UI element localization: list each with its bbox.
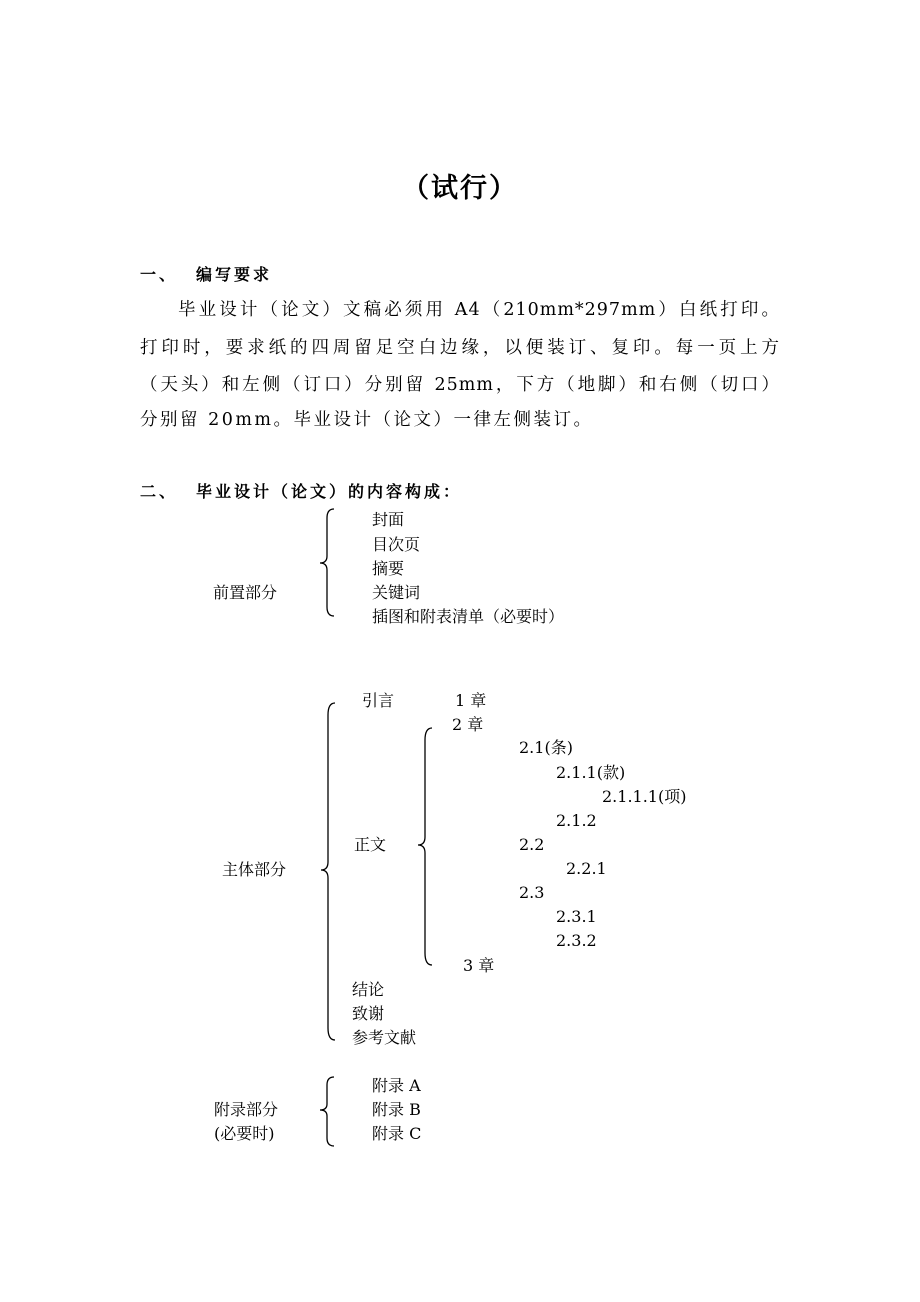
section-item: 2.2.1 <box>566 859 607 878</box>
section1-heading: 编写要求 <box>196 265 273 284</box>
section-item: 2.2 <box>519 835 545 854</box>
paragraph-line: 毕业设计（论文）文稿必须用 A4（210mm*297mm）白纸打印。 <box>178 300 780 320</box>
appendix-brace <box>320 1077 334 1146</box>
section2-heading: 毕业设计（论文）的内容构成： <box>196 482 463 501</box>
thanks-item: 致谢 <box>352 1004 385 1023</box>
front-label: 前置部分 <box>213 583 278 602</box>
chapter-3: 3 章 <box>463 956 495 975</box>
front-item: 关键词 <box>372 583 421 602</box>
main-brace <box>321 703 335 1040</box>
chapter-2: 2 章 <box>452 715 484 734</box>
section-item: 2.3.2 <box>556 931 597 950</box>
body-label: 正文 <box>354 835 387 854</box>
front-item: 插图和附表清单（必要时） <box>372 607 565 626</box>
body-brace <box>418 728 432 965</box>
paragraph-line: （天头）和左侧（订口）分别留 25mm，下方（地脚）和右侧（切口） <box>140 375 780 395</box>
front-item: 摘要 <box>372 559 405 578</box>
chapter-1: 1 章 <box>455 691 487 710</box>
appendix-item: 附录 B <box>372 1100 421 1119</box>
section-item: 2.1.2 <box>556 811 597 830</box>
section-item: 2.3.1 <box>556 907 597 926</box>
appendix-note: (必要时) <box>214 1124 275 1143</box>
paragraph-line: 打印时，要求纸的四周留足空白边缘，以便装订、复印。每一页上方 <box>140 338 780 358</box>
paragraph-line: 分别留 20mm。毕业设计（论文）一律左侧装订。 <box>140 410 594 430</box>
intro-item: 引言 <box>362 691 395 710</box>
conclusion-item: 结论 <box>352 980 385 999</box>
front-item: 封面 <box>372 510 405 529</box>
appendix-item: 附录 C <box>372 1124 422 1143</box>
appendix-item: 附录 A <box>372 1076 421 1095</box>
front-item: 目次页 <box>372 535 421 554</box>
section-item: 2.1(条) <box>519 738 573 757</box>
main-label: 主体部分 <box>222 860 287 879</box>
front-brace <box>320 509 334 616</box>
appendix-label: 附录部分 <box>214 1100 279 1119</box>
section1-number: 一、 <box>140 265 179 284</box>
section-item: 2.1.1(款) <box>556 763 626 782</box>
section-item: 2.3 <box>519 883 545 902</box>
section-item: 2.1.1.1(项) <box>602 787 687 806</box>
references-item: 参考文献 <box>352 1028 417 1047</box>
document-title: （试行） <box>402 173 518 204</box>
section2-number: 二、 <box>140 482 179 501</box>
